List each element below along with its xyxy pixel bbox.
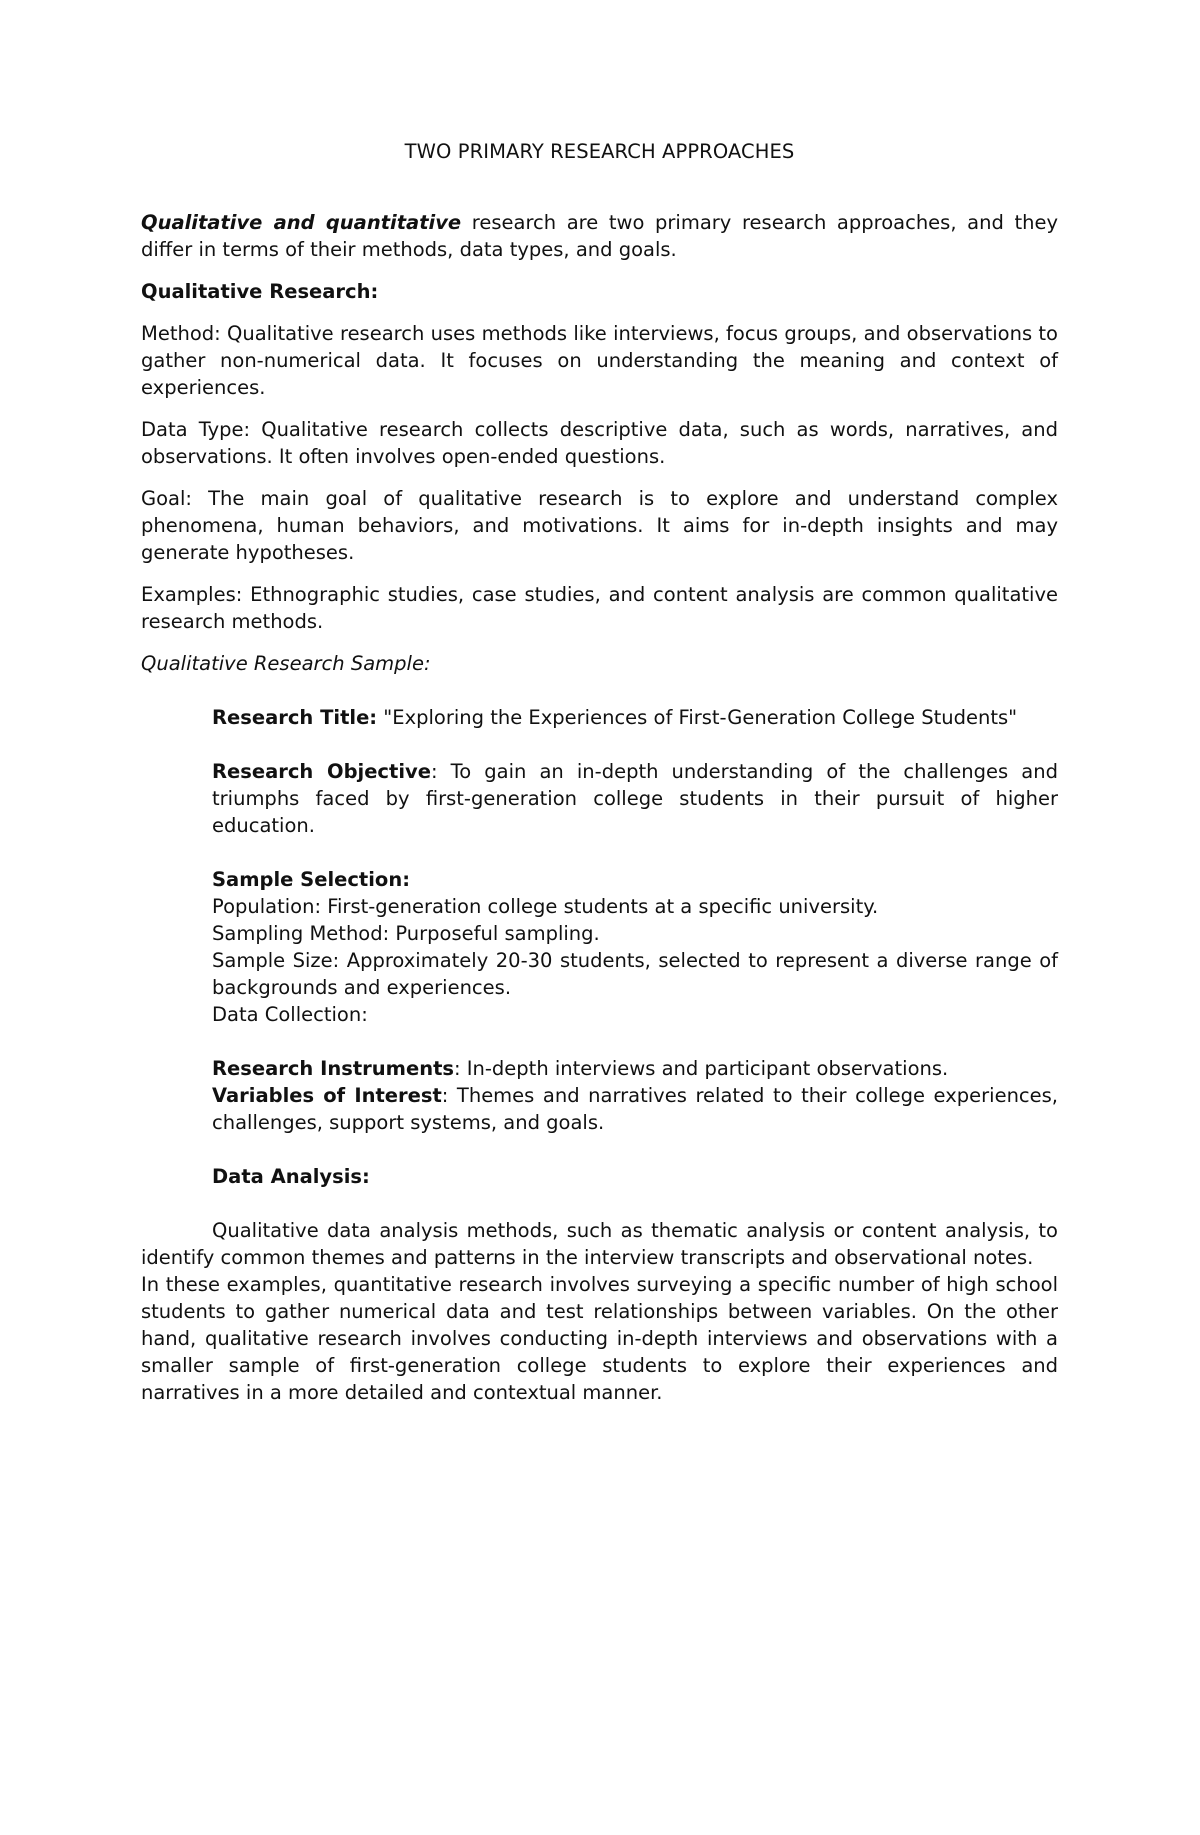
conclusion-paragraph: In these examples, quantitative research involves surveying a specific number of high school students to gather numerical data and test relationships between variables. On the other hand, qualitative research involves conducting in-depth interviews and observations with a smaller sample of first-generation college students to explore their experiences and narratives in a more detailed and contextual manner.	[141, 1273, 1058, 1404]
research-title-label: Research Title:	[212, 706, 378, 729]
sample-heading: Qualitative Research Sample:	[141, 652, 431, 675]
instruments-line	[212, 1055, 1058, 1082]
qualitative-heading: Qualitative Research:	[141, 280, 379, 303]
instruments-label: Research Instruments	[212, 1057, 454, 1080]
research-title-value: "Exploring the Experiences of First-Generation College Students"	[377, 706, 1018, 729]
document-page	[141, 138, 1058, 1406]
examples-paragraph: Examples: Ethnographic studies, case studies, and content analysis are common qualitative research methods.	[141, 583, 1058, 633]
intro-paragraph	[141, 209, 1058, 263]
research-objective-label: Research Objective	[212, 760, 431, 783]
research-objective-value: : To gain an in-depth understanding of the challenges and triumphs faced by first-generation college students in their pursuit of higher education.	[212, 760, 1058, 837]
research-objective-paragraph	[141, 758, 1058, 839]
variables-line	[212, 1082, 1058, 1136]
variables-value: : Themes and narratives related to their college experiences, challenges, support systems, and goals.	[212, 1084, 1058, 1134]
research-title-paragraph	[141, 704, 1058, 731]
sample-selection-block	[141, 866, 1058, 1028]
population-line: Population: First-generation college students at a specific university.	[212, 895, 879, 918]
document-title: TWO PRIMARY RESEARCH APPROACHES	[404, 140, 795, 163]
sampling-method-line: Sampling Method: Purposeful sampling.	[212, 922, 600, 945]
intro-rest: research are two primary research approaches, and they differ in terms of their methods, data types, and goals.	[141, 211, 1058, 261]
instruments-block	[141, 1055, 1058, 1136]
data-collection-line: Data Collection:	[212, 1003, 368, 1026]
intro-lead: Qualitative and quantitative	[141, 211, 462, 234]
variables-label: Variables of Interest	[212, 1084, 442, 1107]
data-type-paragraph: Data Type: Qualitative research collects descriptive data, such as words, narratives, and observations. It often involves open-ended questions.	[141, 418, 1058, 468]
sample-selection-label: Sample Selection:	[212, 868, 410, 891]
analysis-paragraph: Qualitative data analysis methods, such as thematic analysis or content analysis, to identify common themes and patterns in the interview transcripts and observational notes.	[141, 1219, 1058, 1269]
sample-size-line: Sample Size: Approximately 20-30 students, selected to represent a diverse range of backgrounds and experiences.	[212, 949, 1058, 999]
data-analysis-heading: Data Analysis:	[212, 1165, 370, 1188]
goal-paragraph: Goal: The main goal of qualitative research is to explore and understand complex phenomena, human behaviors, and motivations. It aims for in-depth insights and may generate hypotheses.	[141, 487, 1058, 564]
method-paragraph: Method: Qualitative research uses methods like interviews, focus groups, and observations to gather non-numerical data. It focuses on understanding the meaning and context of experiences.	[141, 322, 1058, 399]
instruments-value: : In-depth interviews and participant observations.	[454, 1057, 949, 1080]
